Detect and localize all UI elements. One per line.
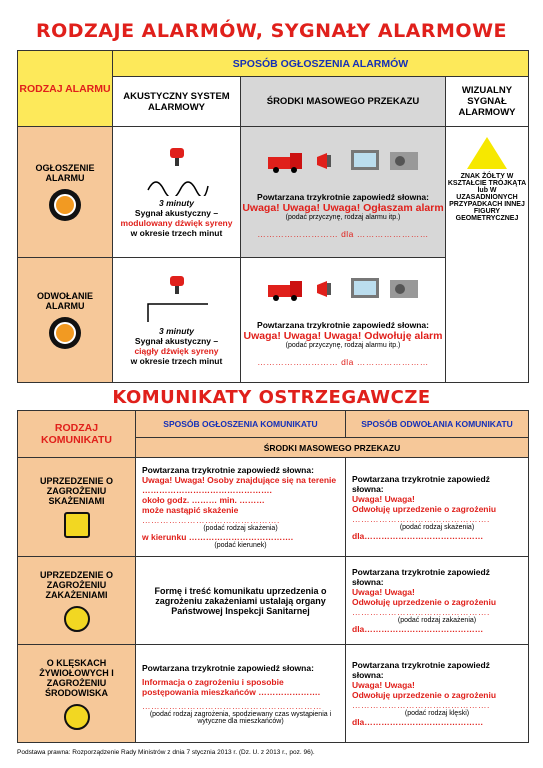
clock-icon — [64, 606, 90, 632]
zapowiedz-text: Powtarzana trzykrotnie zapowiedź słowna: — [257, 319, 429, 330]
dla-line: ……………………… dla …………………… — [257, 228, 429, 239]
loudspeaker-icon — [313, 277, 343, 303]
zapowiedz-text: Powtarzana trzykrotnie zapowiedź słowna: — [142, 465, 314, 475]
dots-line: …………………………………………………… — [142, 700, 322, 711]
header-wizualny: WIZUALNY SYGNAŁ ALARMOWY — [446, 77, 529, 127]
tresc-2: około godz. ……… min. ……… — [142, 495, 265, 505]
tresc-2: Odwołuję uprzedzenie o zagrożeniu — [352, 503, 497, 514]
zapowiedz-text: Powtarzana trzykrotnie zapowiedź słowna: — [142, 662, 314, 673]
header-srodki-kom: ŚRODKI MASOWEGO PRZEKAZU — [136, 438, 529, 458]
komunikaty-table — [17, 410, 529, 743]
zapowiedz-tresc: Uwaga! Uwaga! Uwaga! Odwołuję alarm — [243, 329, 443, 342]
hazard-icon — [64, 704, 90, 730]
tresc-2: Odwołuję uprzedzenie o zagrożeniu — [352, 597, 497, 607]
section-title: KOMUNIKATY OSTRZEGAWCZE — [112, 387, 431, 408]
minutes-text: 3 minuty — [159, 198, 194, 208]
row-skazenia — [18, 458, 136, 557]
tresc-3: może nastąpić skażenie — [142, 505, 239, 515]
page-title: RODZAJE ALARMÓW, SYGNAŁY ALARMOWE — [35, 20, 508, 42]
radio-icon — [388, 276, 420, 304]
bell-off-icon — [49, 317, 81, 349]
tresc-1: Uwaga! Uwaga! Osoby znajdujące się na terenie ………………………………………. — [142, 475, 337, 495]
note: (podać rodzaj skażenia) — [399, 523, 475, 531]
header-sposob-alarmow: SPOSÓB OGŁOSZENIA ALARMÓW — [113, 51, 529, 77]
oglos-skazenia — [136, 458, 346, 557]
alarm-table — [17, 50, 529, 383]
header-akustyczny: AKUSTYCZNY SYSTEM ALARMOWY — [113, 77, 241, 127]
truck-icon — [266, 277, 306, 303]
dots-line: ………………………………………. — [142, 515, 280, 525]
zapowiedz-text: Powtarzana trzykrotnie zapowiedź słowna: — [352, 660, 490, 680]
zapowiedz-note: (podać przyczynę, rodzaj alarmu itp.) — [285, 213, 401, 221]
siren-wave-icon — [142, 146, 212, 196]
dots-line: ………………………………………. — [352, 700, 490, 710]
signal-duration: w okresie trzech minut — [130, 228, 223, 238]
tv-icon — [349, 276, 381, 304]
odwol-skazenia — [346, 458, 529, 557]
header-rodzaj-komunikatu: RODZAJ KOMUNIKATU — [18, 411, 136, 458]
zapowiedz-text: Powtarzana trzykrotnie zapowiedź słowna: — [257, 191, 429, 202]
kleski-label: O KLĘSKACH ŻYWIOŁOWYCH I ZAGROŻENIU ŚRODOWISKA — [39, 657, 114, 698]
zapowiedz-note: (podać przyczynę, rodzaj alarmu itp.) — [285, 341, 401, 349]
header-odwol: SPOSÓB ODWOŁANIA KOMUNIKATU — [346, 411, 529, 438]
tresc-1: Informacja o zagrożeniu i sposobie postępowania mieszkańców …………………. — [142, 676, 321, 697]
srodki-odwolanie — [241, 258, 446, 383]
radiation-icon — [64, 512, 90, 538]
tresc-2: Odwołuję uprzedzenie o zagrożeniu — [352, 690, 497, 700]
header-srodki: ŚRODKI MASOWEGO PRZEKAZU — [241, 77, 446, 127]
odwol-zakazenia — [346, 557, 529, 645]
row-zakazenia — [18, 557, 136, 645]
siren-line-icon — [142, 274, 212, 324]
row-ogloszenie — [18, 127, 113, 258]
wizualny-text: ZNAK ŻÓŁTY W KSZTAŁCIE TRÓJKĄTA lub W UZASADNIONYCH PRZYPADKACH INNEJ FIGURY GEOMETRYCZNEJ — [447, 173, 527, 222]
minutes-text: 3 minuty — [159, 326, 194, 336]
note: (podać rodzaj zakażenia) — [397, 617, 477, 624]
dots-line: ………………………………………. — [352, 513, 490, 524]
note-1: (podać rodzaj skażenia) — [203, 525, 278, 532]
row-odwolanie — [18, 258, 113, 383]
tv-icon — [349, 148, 381, 176]
dla-line: ……………………… dla …………………… — [257, 356, 429, 367]
odwol-kleski — [346, 645, 529, 743]
radio-icon — [388, 148, 420, 176]
signal-type: ciągły dźwięk syreny — [134, 346, 219, 356]
odwolanie-label: ODWOŁANIE ALARMU — [37, 291, 93, 311]
signal-text: Sygnał akustyczny – — [134, 208, 219, 218]
signal-duration: w okresie trzech minut — [130, 356, 223, 366]
signal-type: modulowany dźwięk syreny — [120, 218, 233, 228]
tresc-kierunek: w kierunku ………………………………. — [142, 532, 294, 542]
header-rodzaj-alarmu: RODZAJ ALARMU — [18, 51, 113, 127]
wizualny-cell — [446, 127, 529, 383]
dla-line: dla…………………………………… — [352, 530, 484, 541]
tresc-1: Uwaga! Uwaga! — [352, 587, 415, 597]
dots-line: ………………………………………. — [352, 607, 490, 617]
ogloszenie-label: OGŁOSZENIE ALARMU — [35, 163, 95, 183]
dla-line: dla…………………………………… — [352, 624, 484, 634]
akust-ogloszenie — [113, 127, 241, 258]
zapowiedz-tresc: Uwaga! Uwaga! Uwaga! Ogłaszam alarm — [242, 201, 444, 214]
skazenia-label: UPRZEDZENIE O ZAGROŻENIU SKAŻENIAMI — [39, 476, 113, 506]
tresc-1: Uwaga! Uwaga! — [352, 680, 415, 690]
zapowiedz-text: Powtarzana trzykrotnie zapowiedź słowna: — [352, 567, 490, 587]
note: (podać rodzaj zagrożenia, spodziewany czas wystąpienia i wytyczne dla mieszkańców) — [149, 710, 332, 725]
oglos-zakazenia: Formę i treść komunikatu uprzedzenia o zagrożeniu zakażeniami ustalają organy Państwowej Inspekcji Sanitarnej — [136, 557, 346, 645]
srodki-ogloszenie — [241, 127, 446, 258]
yellow-triangle-icon — [465, 135, 509, 171]
signal-text: Sygnał akustyczny – — [134, 336, 219, 346]
zakazenia-label: UPRZEDZENIE O ZAGROŻENIU ZAKAŻENIAMI — [39, 569, 113, 600]
bell-icon — [49, 189, 81, 221]
truck-icon — [266, 149, 306, 175]
akust-odwolanie — [113, 258, 241, 383]
tresc-1: Uwaga! Uwaga! — [352, 493, 415, 504]
oglos-kleski — [136, 645, 346, 743]
loudspeaker-icon — [313, 149, 343, 175]
row-kleski — [18, 645, 136, 743]
zapowiedz-text: Powtarzana trzykrotnie zapowiedź słowna: — [352, 473, 490, 494]
note-2: (podać kierunek) — [214, 542, 267, 549]
footer-legal: Podstawa prawna: Rozporządzenie Rady Ministrów z dnia 7 stycznia 2013 r. (Dz. U. z 2013 r., poz. 96). — [17, 749, 315, 756]
dla-line: dla…………………………………… — [352, 717, 484, 727]
header-oglos: SPOSÓB OGŁOSZENIA KOMUNIKATU — [136, 411, 346, 438]
note: (podać rodzaj klęski) — [404, 710, 470, 717]
